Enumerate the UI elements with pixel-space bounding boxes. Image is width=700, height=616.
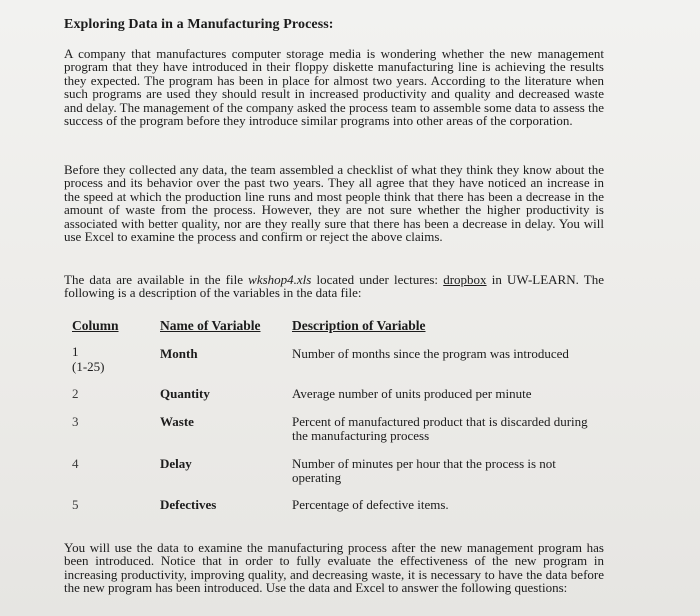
document-title: Exploring Data in a Manufacturing Process:	[64, 17, 334, 32]
data-location-text-middle: located under lectures:	[311, 272, 444, 287]
row1-column: 1	[72, 344, 79, 359]
data-location-text-after: in UW-LEARN. The following is a description of the variables in the data file:	[64, 272, 605, 301]
row2-column: 2	[72, 386, 79, 401]
row4-description: Number of minutes per hour that the process is not operating	[292, 456, 556, 485]
row5-name: Defectives	[160, 497, 217, 512]
row5-column: 5	[72, 497, 79, 512]
row4-column: 4	[72, 456, 79, 471]
row3-description: Percent of manufactured product that is discarded during the manufacturing process	[292, 414, 588, 443]
row4-name: Delay	[160, 456, 192, 471]
intro-paragraph: A company that manufactures computer storage media is wondering whether the new management program that they have introduced in their floppy diskette manufacturing line is achieving the results they expected. The program has been in place for almost two years. According to the literature when such programs are used they should result in increased productivity and quality and decreased waste and delay. The management of the company asked the process team to assemble some data to assess the success of the program before they introduce similar programs into other areas of the corporation.	[64, 46, 604, 129]
header-column: Column	[72, 318, 119, 333]
data-location-text-before: The data are available in the file	[64, 272, 249, 287]
row3-column: 3	[72, 414, 79, 429]
row1-name: Month	[160, 346, 198, 361]
data-location-paragraph	[64, 273, 604, 300]
row5-description: Percentage of defective items.	[292, 497, 449, 512]
row1-description: Number of months since the program was introduced	[292, 346, 569, 361]
row2-description: Average number of units produced per minute	[292, 386, 532, 401]
row3-name: Waste	[160, 414, 194, 429]
dropbox-link[interactable]: dropbox	[443, 272, 487, 287]
data-filename: wkshop4.xls	[248, 272, 312, 287]
header-description-of-variable: Description of Variable	[292, 318, 426, 333]
row1-range: (1-25)	[72, 359, 105, 374]
instructions-paragraph: You will use the data to examine the manufacturing process after the new management program has been introduced. Notice that in order to fully evaluate the effectiveness of the new program in increasing productivity, improving quality, and decreasing waste, it is necessary to have the data before the new program has been introduced. Use the data and Excel to answer the following questions:	[64, 540, 604, 596]
row2-name: Quantity	[160, 386, 210, 401]
checklist-paragraph: Before they collected any data, the team assembled a checklist of what they think they know about the process and its behavior over the past two years. They all agree that they have noticed an increase in the speed at which the production line runs and most people think that there has been a decrease in the amount of waste from the process. However, they are not sure whether the higher productivity is associated with better quality, nor are they really sure that there has been a decrease in delay. You will use Excel to examine the process and confirm or reject the above claims.	[64, 162, 604, 245]
header-name-of-variable: Name of Variable	[160, 318, 261, 333]
